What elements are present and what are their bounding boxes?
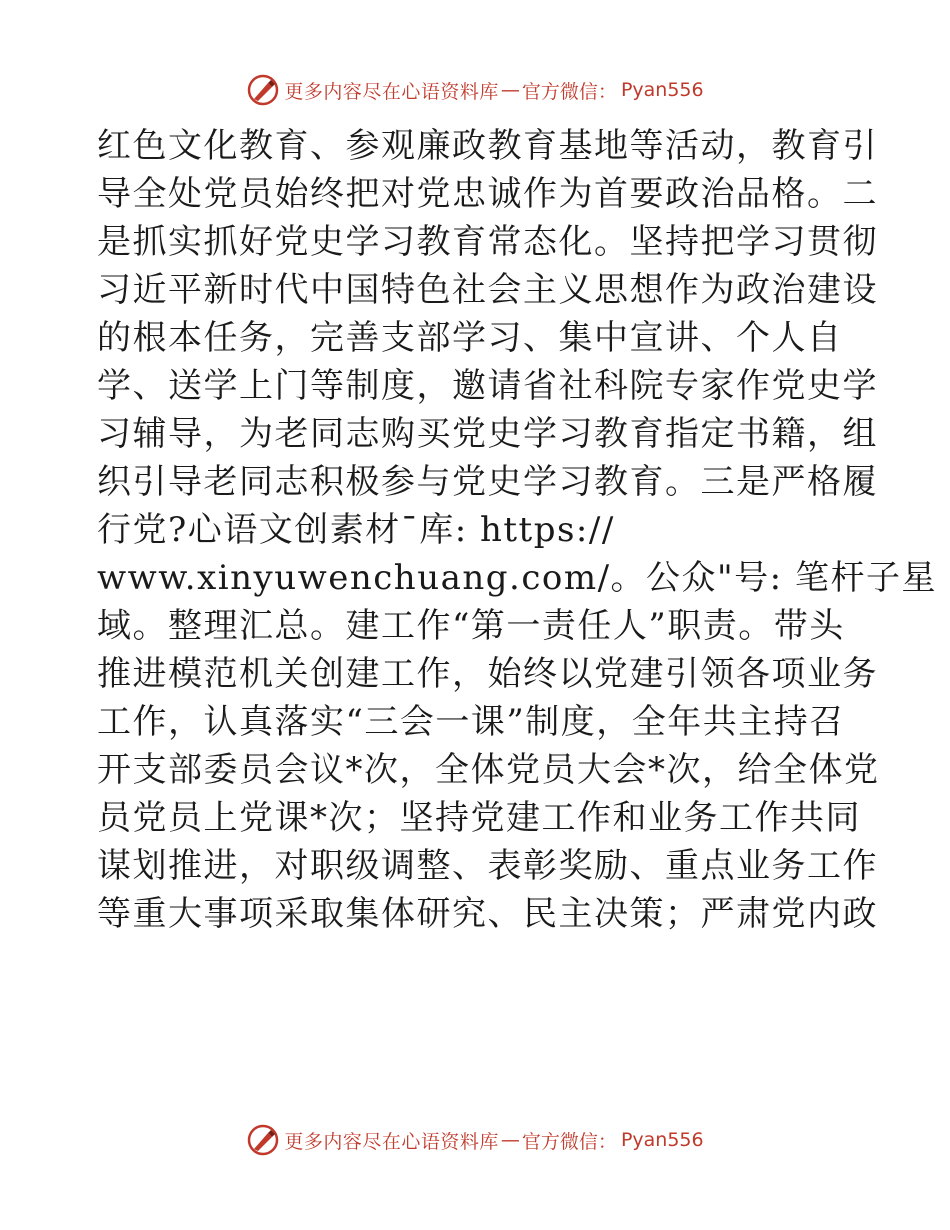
text-line: 工作，认真落实“三会一课”制度，全年共主持召 bbox=[97, 702, 845, 742]
text-line: 域。整理汇总。建工作“第一责任人”职责。带头 bbox=[97, 606, 845, 646]
text-line: 员党员上党课*次；坚持党建工作和业务工作共同 bbox=[97, 798, 861, 838]
text-line: 的根本任务，完善支部学习、集中宣讲、个人自 bbox=[97, 318, 843, 358]
banner-official-label: 官方微信： bbox=[521, 1130, 617, 1153]
text-line: 谋划推进，对职级调整、表彰奖励、重点业务工作 bbox=[97, 846, 878, 886]
banner-main-text: 更多内容尽在心语资料库 bbox=[284, 1130, 499, 1153]
banner-main-text: 更多内容尽在心语资料库 bbox=[284, 80, 499, 103]
banner-wechat-id: Pyan556 bbox=[620, 1129, 704, 1151]
text-line: 习辅导，为老同志购买党史学习教育指定书籍，组 bbox=[97, 414, 878, 454]
text-line: 导全处党员始终把对党忠诚作为首要政治品格。二 bbox=[97, 174, 878, 214]
text-line: 习近平新时代中国特色社会主义思想作为政治建设 bbox=[97, 270, 878, 310]
document-body bbox=[97, 122, 937, 938]
banner-dash: — bbox=[500, 1129, 520, 1151]
banner-wechat-id: Pyan556 bbox=[620, 79, 704, 101]
banner-official-label: 官方微信： bbox=[521, 80, 617, 103]
text-line: 是抓实抓好党史学习教育常态化。坚持把学习贯彻 bbox=[97, 222, 878, 262]
text-line: 织引导老同志积极参与党史学习教育。三是严格履 bbox=[97, 462, 878, 502]
text-line: 红色文化教育、参观廉政教育基地等活动，教育引 bbox=[97, 126, 878, 166]
text-line: 等重大事项采取集体研究、民主决策；严肃党内政 bbox=[97, 894, 878, 934]
pen-logo-icon bbox=[246, 73, 280, 107]
header-banner bbox=[0, 70, 950, 110]
text-line: 开支部委员会议*次，全体党员大会*次，给全体党 bbox=[97, 750, 880, 790]
text-line: 推进模范机关创建工作，始终以党建引领各项业务 bbox=[97, 654, 878, 694]
pen-logo-icon bbox=[246, 1123, 280, 1157]
text-line: www.xinyuwenchuang.com/。公众"号: 笔杆子星 bbox=[97, 558, 937, 598]
text-line: 行党?心语文创素材¯库: https:// bbox=[97, 510, 615, 550]
banner-dash: — bbox=[500, 79, 520, 101]
text-line: 学、送学上门等制度，邀请省社科院专家作党史学 bbox=[97, 366, 878, 406]
footer-banner bbox=[0, 1120, 950, 1160]
